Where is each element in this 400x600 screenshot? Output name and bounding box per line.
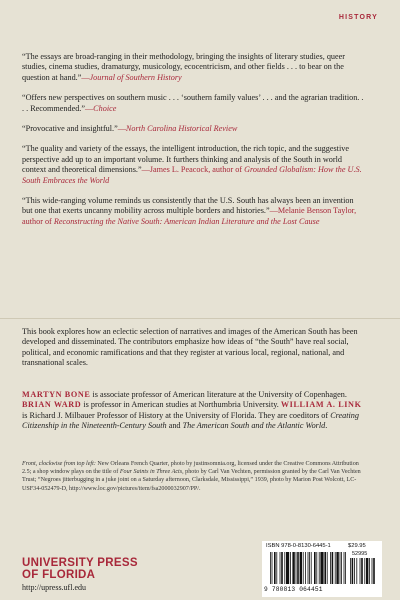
blurb-quote: “Offers new perspectives on southern music . . . ‘southern family values’ . . . and the agrarian tradition. . . . Recommended.”	[22, 93, 364, 113]
review-blurb-2	[22, 93, 364, 114]
blurb-source-work: North Carolina Historical Review	[125, 124, 238, 134]
bio-text: is professor in American studies at Northumbria University.	[81, 400, 281, 410]
credits-lead: Front, clockwise from top left:	[22, 461, 96, 467]
isbn-barcode	[270, 552, 346, 584]
blurb-dash: —	[269, 206, 278, 216]
credits-title: Four Saints in Three Acts	[119, 469, 183, 476]
publisher-logo	[22, 557, 138, 581]
credits-text: , photo by Carl Van Vechten, permission granted by the Carl Van Vechten Trust; “Negroes jitterbugging in a juke joint on a Saturday afternoon, Clarksdale, Mississippi,” 1939, photo by Marion Post Wolcott, LC-USF34-052479-D, http://www.loc.gov/pictures/item/fsa2000032907/PP/.	[22, 469, 361, 492]
section-divider	[0, 318, 400, 319]
blurb-source-work: Journal of Southern History	[89, 72, 182, 82]
publisher-name-line1: UNIVERSITY PRESS	[22, 557, 138, 569]
book-summary: This book explores how an eclectic selection of narratives and images of the American South has been developed and disseminated. The contributors emphasize how ideas of “the South” have real social, political, and economic ramifications and that they register at various local, regional, national, and transnational scales.	[22, 327, 358, 368]
barcode-digits: 9 780813 064451	[264, 586, 323, 593]
blurb-source-work: Reconstructing the Native South: American Indian Literature and the Lost Cause	[53, 216, 320, 226]
blurb-quote: “The essays are broad-ranging in their methodology, bringing the insights of literary studies, queer studies, cinema studies, dramaturgy, musicology, ecocentricism, and other fields . . . to bear on the question at hand.”	[22, 52, 346, 82]
price-text: $29.95	[348, 543, 366, 549]
bio-text: is associate professor of American literature at the University of Copenhagen.	[90, 390, 347, 399]
credits-text: New Orleans French Quarter, photo by justinsomnia.org, licensed under the Creative Commons Attribution 2.5; a shop window plays on the title of	[22, 461, 359, 476]
blurb-quote: “The quality and variety of the essays, the intelligent introduction, the rich topic, and the suggestive perspective add up to an important volume. It furthers thinking and analysis of the South in world context and theoretical dimensions.”	[22, 144, 349, 175]
cover-photo-credits	[22, 460, 364, 493]
bio-text: and	[166, 421, 183, 431]
publisher-name-line2: OF FLORIDA	[22, 569, 96, 581]
editors-bio	[22, 390, 364, 432]
editor-name: WILLIAM A. LINK	[280, 400, 362, 410]
blurb-quote: “Provocative and insightful.”	[22, 124, 118, 134]
book-title: Creating Citizenship in the Nineteenth-Century South	[22, 410, 359, 431]
isbn-text: ISBN 978-0-8130-6445-1	[266, 543, 331, 549]
publisher-url[interactable]: http://upress.ufl.edu	[22, 583, 86, 592]
review-blurb-4	[22, 144, 364, 186]
bio-text: is Richard J. Milbauer Professor of History at the University of Florida. They are coeditors of	[22, 410, 331, 420]
blurb-source-name: Melanie Benson Taylor, author of	[22, 206, 357, 226]
review-blurb-3	[22, 124, 364, 134]
review-blurb-5	[22, 196, 364, 227]
editor-name: MARTYN BONE	[22, 390, 91, 399]
blurb-source-work: Grounded Globalism: How the U.S. South Embraces the World	[22, 165, 362, 185]
blurb-source-name: James L. Peacock, author of	[149, 165, 245, 175]
review-blurbs	[22, 52, 364, 237]
price-barcode	[350, 558, 378, 584]
blurb-dash: —	[141, 165, 150, 175]
price-code: 52995	[352, 551, 368, 557]
book-title: The American South and the Atlantic World	[182, 421, 326, 431]
blurb-dash: —	[117, 124, 126, 134]
editor-name: BRIAN WARD	[22, 400, 82, 410]
blurb-source-work: Choice	[93, 103, 117, 113]
review-blurb-1	[22, 52, 364, 83]
blurb-quote: “This wide-ranging volume reminds us consistently that the U.S. South has always been an invention but one that exerts uncanny mobility across multiple borders and histories.”	[22, 196, 354, 216]
blurb-dash: —	[84, 103, 94, 113]
blurb-dash: —	[81, 72, 90, 82]
category-label: HISTORY	[338, 14, 378, 21]
bio-text: .	[325, 421, 328, 431]
